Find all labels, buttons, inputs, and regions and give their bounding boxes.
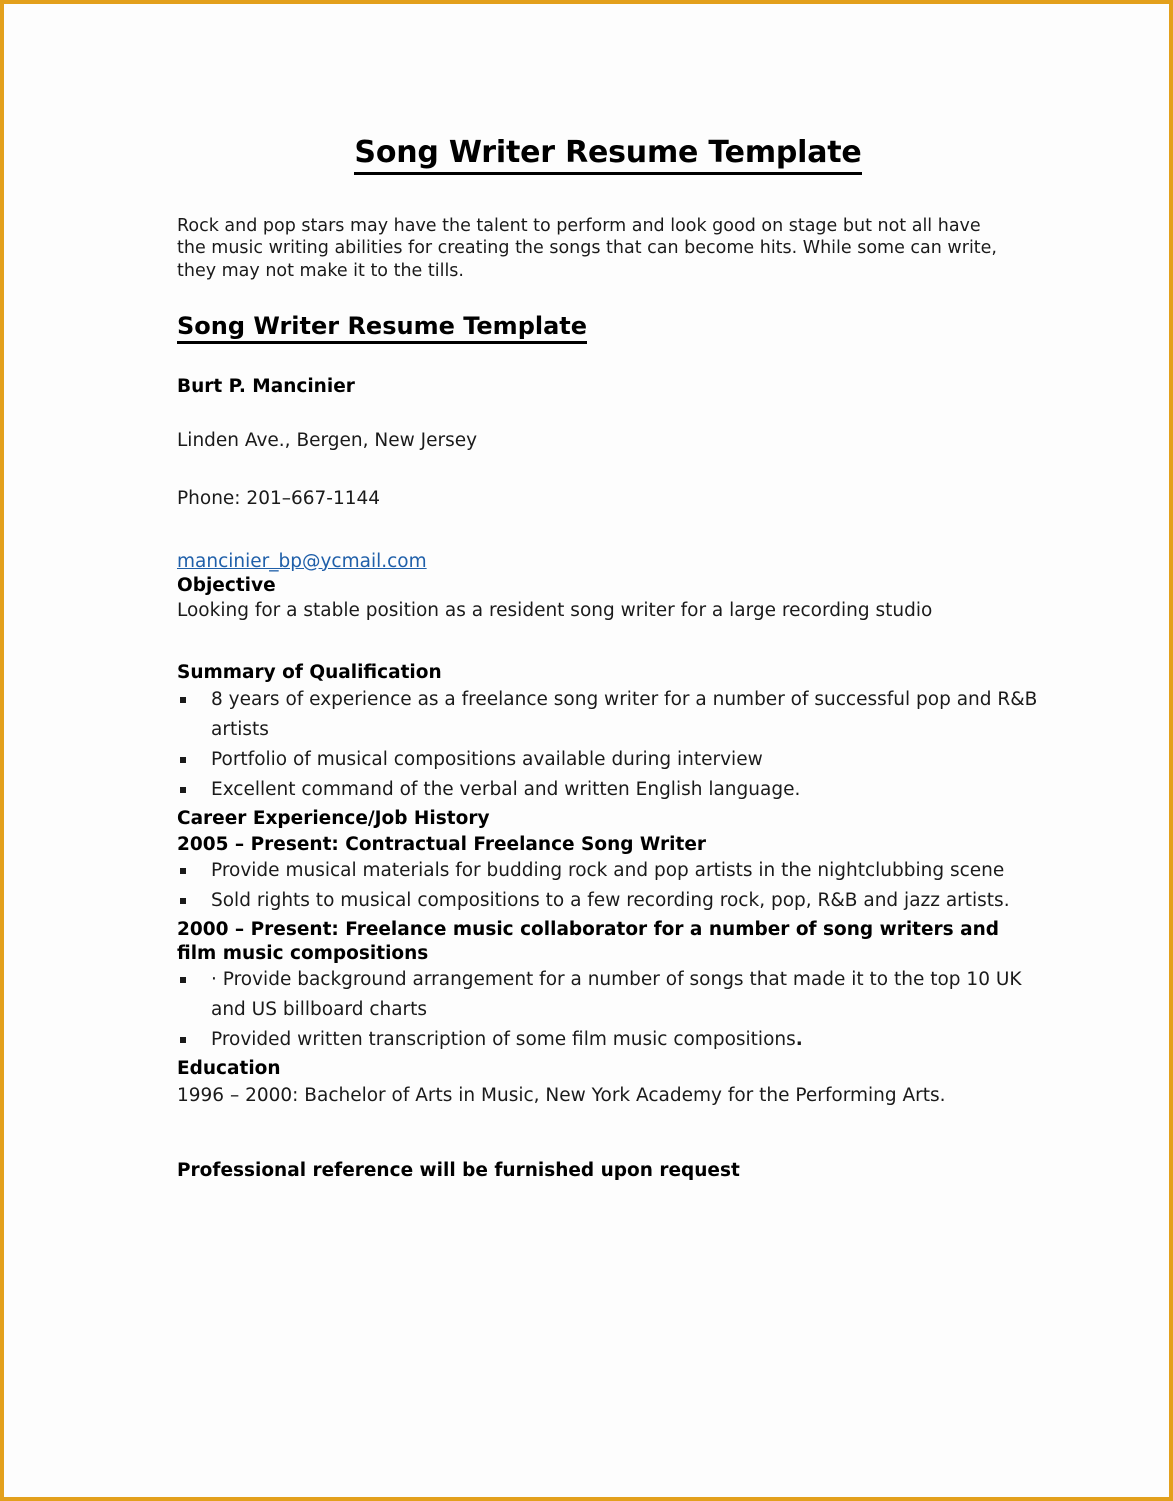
list-item (177, 886, 1039, 916)
education-text: 1996 – 2000: Bachelor of Arts in Music, New York Academy for the Performing Arts. (177, 1085, 946, 1107)
square-bullet-icon (180, 787, 186, 793)
summary-list (177, 685, 1039, 805)
intro-paragraph: Rock and pop stars may have the talent to perform and look good on stage but not all have the music writing abilities for creating the songs that can become hits. While some can write, they may not make it to the tills. (177, 216, 997, 281)
list-item (177, 775, 1039, 805)
square-bullet-icon (180, 757, 186, 763)
candidate-email-line (177, 551, 1039, 572)
square-bullet-icon (180, 898, 186, 904)
list-item (177, 965, 1039, 1025)
list-item-text: Provide musical materials for budding rock and pop artists in the nightclubbing scene (211, 860, 1005, 882)
list-item-text: · Provide background arrangement for a number of songs that made it to the top 10 UK and US billboard charts (211, 969, 1022, 1021)
job-2-list (177, 965, 1039, 1055)
career-heading: Career Experience/Job History (177, 807, 490, 829)
objective-heading: Objective (177, 574, 276, 596)
list-item-text: Sold rights to musical compositions to a few recording rock, pop, R&B and jazz artists. (211, 890, 1010, 912)
candidate-phone: Phone: 201–667-1144 (177, 487, 381, 509)
list-item-text: Provided written transcription of some film music compositions (211, 1029, 796, 1051)
education-heading: Education (177, 1058, 281, 1080)
list-item (177, 856, 1039, 886)
candidate-address: Linden Ave., Bergen, New Jersey (177, 429, 478, 451)
list-item-trailing-period: . (795, 1029, 803, 1051)
spacer (177, 623, 1039, 659)
summary-heading: Summary of Qualification (177, 662, 442, 684)
job-1-list (177, 856, 1039, 916)
list-item-text: 8 years of experience as a freelance song writer for a number of successful pop and R&B artists (211, 688, 1038, 740)
job-title-1: 2005 – Present: Contractual Freelance Song Writer (177, 833, 706, 855)
list-item (177, 1025, 1039, 1055)
resume-section-heading-text: Song Writer Resume Template (177, 312, 587, 344)
square-bullet-icon (180, 977, 186, 983)
list-item (177, 745, 1039, 775)
list-item-text: Excellent command of the verbal and written English language. (211, 778, 801, 800)
reference-note: Professional reference will be furnished upon request (177, 1160, 740, 1181)
resume-section-heading (177, 313, 1039, 339)
list-item-text: Portfolio of musical compositions available during interview (211, 748, 763, 770)
square-bullet-icon (180, 1037, 186, 1043)
candidate-name: Burt P. Mancinier (177, 375, 355, 397)
page-title (177, 4, 1039, 168)
document-content (177, 4, 1039, 1181)
page-title-text: Song Writer Resume Template (354, 135, 861, 175)
email-link[interactable]: mancinier_bp@ycmail.com (177, 550, 427, 572)
list-item (177, 685, 1039, 745)
square-bullet-icon (180, 868, 186, 874)
objective-text: Looking for a stable position as a resident song writer for a large recording studio (177, 600, 933, 622)
job-title-2: 2000 – Present: Freelance music collaborator for a number of song writers and film music compositions (177, 919, 1000, 964)
square-bullet-icon (180, 697, 186, 703)
